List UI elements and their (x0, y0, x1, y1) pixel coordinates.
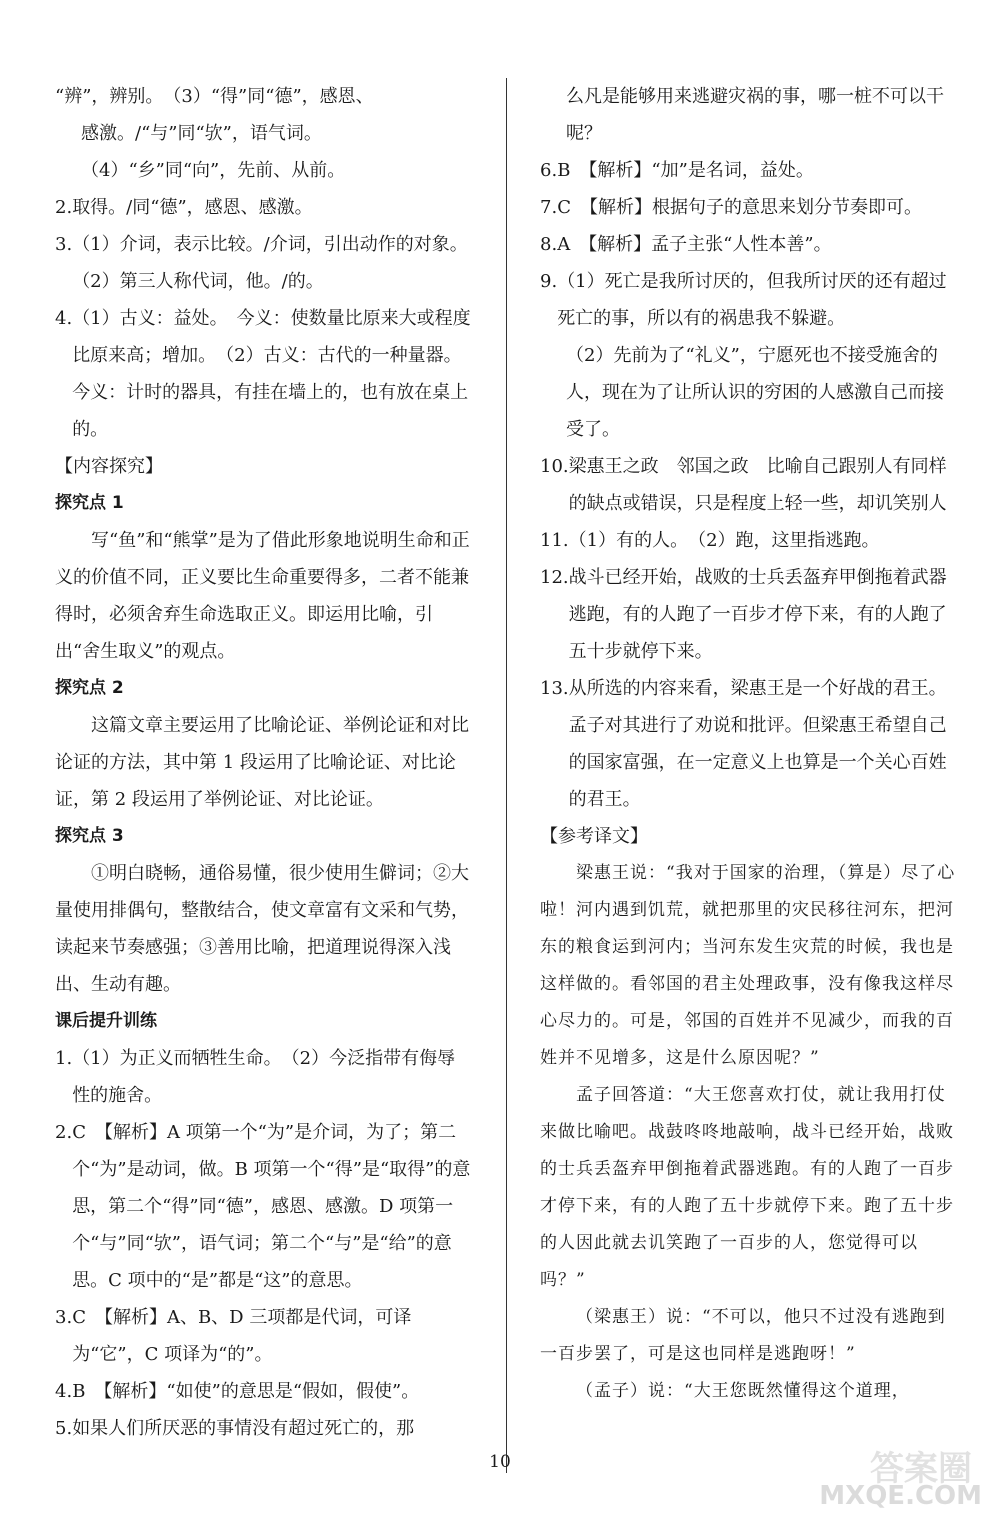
answer-item-3 (55, 226, 477, 300)
item-number: 11. (540, 530, 569, 551)
training-item-6 (540, 152, 960, 189)
item-text: B 【解析】“如使”的意思是“假如，假使”。 (72, 1381, 420, 1402)
training-item-12 (540, 559, 960, 670)
section-heading-training: 课后提升训练 (55, 1011, 157, 1031)
item-number: 4. (55, 308, 73, 329)
item-text: A 【解析】孟子主张“人性本善”。 (557, 234, 832, 255)
item-text: （1）死亡是我所讨厌的，但我所讨厌的还有超过死亡的事，所以有的祸患我不躲避。 (557, 271, 947, 329)
item-text: （1）为正义而牺牲生命。 （2）今泛指带有侮辱性的施舍。 (72, 1048, 456, 1106)
answer-line: （2）先前为了“礼义”，宁愿死也不接受施舍的人，现在为了让所认识的穷困的人感激自己而接受了。 (566, 345, 944, 440)
section-heading-content: 【内容探究】 (55, 456, 163, 477)
left-column (55, 78, 477, 1447)
training-item-4 (55, 1373, 473, 1410)
item-text: C 【解析】A 项第一个“为”是介词，为了；第二个“为”是动词，做。B 项第一个“得”是“取得”的意思，第二个“得”同“德”，感恩、感激。D 项第一个“与”同“欤”，语气词；第二个“与”是“给”的意思。C 项中的“是”都是“这”的意思。 (72, 1122, 471, 1291)
training-item-11 (540, 522, 960, 559)
translation-paragraph: 孟子回答道：“大王您喜欢打仗，就让我用打仗来做比喻吧。战鼓咚咚地敲响，战斗已经开始，战败的士兵丢盔弃甲倒拖着武器逃跑。有的人跑了一百步才停下来，有的人跑了五十步就停下来。跑了五十步的人因此就去讥笑跑了一百步的人，您觉得可以吗？” (540, 1085, 954, 1290)
item-number: 10. (540, 456, 569, 477)
item-number: 3. (55, 234, 73, 255)
training-item-2 (55, 1114, 473, 1299)
answer-line: 么凡是能够用来逃避灾祸的事，哪一桩不可以干呢？ (566, 86, 944, 144)
item-text: 战斗已经开始，战败的士兵丢盔弃甲倒拖着武器逃跑，有的人跑了一百步才停下来，有的人跑了五十步就停下来。 (568, 567, 947, 662)
point-text-2: 这篇文章主要运用了比喻论证、举例论证和对比论证的方法，其中第 1 段运用了比喻论证、对比论证，第 2 段运用了举例论证、对比论证。 (55, 715, 469, 810)
item-text: 梁惠王之政 邻国之政 比喻自己跟别人有同样的缺点或错误，只是程度上轻一些，却讥笑别人 (568, 456, 947, 514)
point-heading-1: 探究点 1 (55, 493, 124, 513)
answer-item-2 (55, 189, 473, 226)
page-number: 10 (489, 1452, 511, 1472)
translation-paragraph: 梁惠王说：“我对于国家的治理，（算是）尽了心啦！河内遇到饥荒，就把那里的灾民移往河东，把河东的粮食运到河内；当河东发生灾荒的时候，我也是这样做的。看邻国的君主处理政事，没有像我这样尽心尽力的。可是，邻国的百姓并不见减少，而我的百姓并不见增多，这是什么原因呢？” (540, 863, 956, 1068)
item-number: 5. (55, 1418, 73, 1439)
point-text-1: 写“鱼”和“熊掌”是为了借此形象地说明生命和正义的价值不同，正义要比生命重要得多，二者不能兼得时，必须舍弃生命选取正义。即运用比喻，引出“舍生取义”的观点。 (55, 530, 470, 662)
translation-paragraph: （孟子）说：“大王您既然懂得这个道理， (576, 1381, 910, 1401)
training-item-7 (540, 189, 960, 226)
answer-item-4 (55, 300, 473, 448)
training-item-1 (55, 1040, 473, 1114)
item-number: 1. (55, 1048, 73, 1069)
item-number: 2. (55, 1122, 73, 1143)
point-text-3: ①明白晓畅，通俗易懂，很少使用生僻词；②大量使用排偶句，整散结合，使文章富有文采和气势，读起来节奏感强；③善用比喻，把道理说得深入浅出、生动有趣。 (55, 863, 469, 995)
point-heading-3: 探究点 3 (55, 826, 124, 846)
training-item-10 (540, 448, 960, 522)
item-text: 取得。/同“德”，感恩、感激。 (72, 197, 313, 218)
item-number: 7. (540, 197, 558, 218)
watermark-logo (782, 1441, 982, 1511)
item-number: 8. (540, 234, 558, 255)
item-number: 4. (55, 1381, 73, 1402)
item-text: （1）古义：益处。 今义：使数量比原来大或程度比原来高；增加。 （2）古义：古代的一种量器。 今义：计时的器具，有挂在墙上的，也有放在桌上的。 (72, 308, 471, 440)
answer-line: 感激。/“与”同“欤”，语气词。 (81, 123, 322, 144)
training-item-8 (540, 226, 960, 263)
item-text: B 【解析】“加”是名词，益处。 (557, 160, 814, 181)
point-heading-2: 探究点 2 (55, 678, 124, 698)
item-text: C 【解析】根据句子的意思来划分节奏即可。 (557, 197, 922, 218)
training-item-9 (540, 263, 960, 337)
item-text: （1）介词，表示比较。/介词，引出动作的对象。 （2）第三人称代词，他。/的。 (72, 234, 477, 292)
watermark-site-text: MXQE.COM (819, 1481, 982, 1511)
item-text: C 【解析】A、B、D 三项都是代词，可译为“它”，C 项译为“的”。 (72, 1307, 412, 1365)
training-item-3 (55, 1299, 473, 1373)
answer-line: “辨”，辨别。 （3）“得”同“德”，感恩、 (55, 86, 374, 107)
item-number: 3. (55, 1307, 73, 1328)
item-number: 12. (540, 567, 569, 588)
answer-line: （4）“乡”同“向”，先前、从前。 (81, 160, 346, 181)
item-text: （1）有的人。 （2）跑，这里指逃跑。 (568, 530, 880, 551)
translation-paragraph: （梁惠王）说：“不可以，他只不过没有逃跑到一百步罢了，可是这也同样是逃跑呀！” (540, 1307, 946, 1364)
right-column (540, 78, 960, 1410)
column-divider (506, 78, 507, 1473)
item-number: 13. (540, 678, 569, 699)
training-item-5 (55, 1410, 473, 1447)
training-item-13 (540, 670, 960, 818)
watermark-logo-text: 答案圈 (870, 1449, 972, 1489)
item-text: 从所选的内容来看，梁惠王是一个好战的君王。孟子对其进行了劝说和批评。但梁惠王希望自己的国家富强，在一定意义上也算是一个关心百姓的君王。 (568, 678, 947, 810)
item-number: 6. (540, 160, 558, 181)
item-text: 如果人们所厌恶的事情没有超过死亡的，那 (72, 1418, 415, 1439)
item-number: 2. (55, 197, 73, 218)
item-number: 9. (540, 271, 558, 292)
section-heading-reference: 【参考译文】 (540, 826, 648, 847)
